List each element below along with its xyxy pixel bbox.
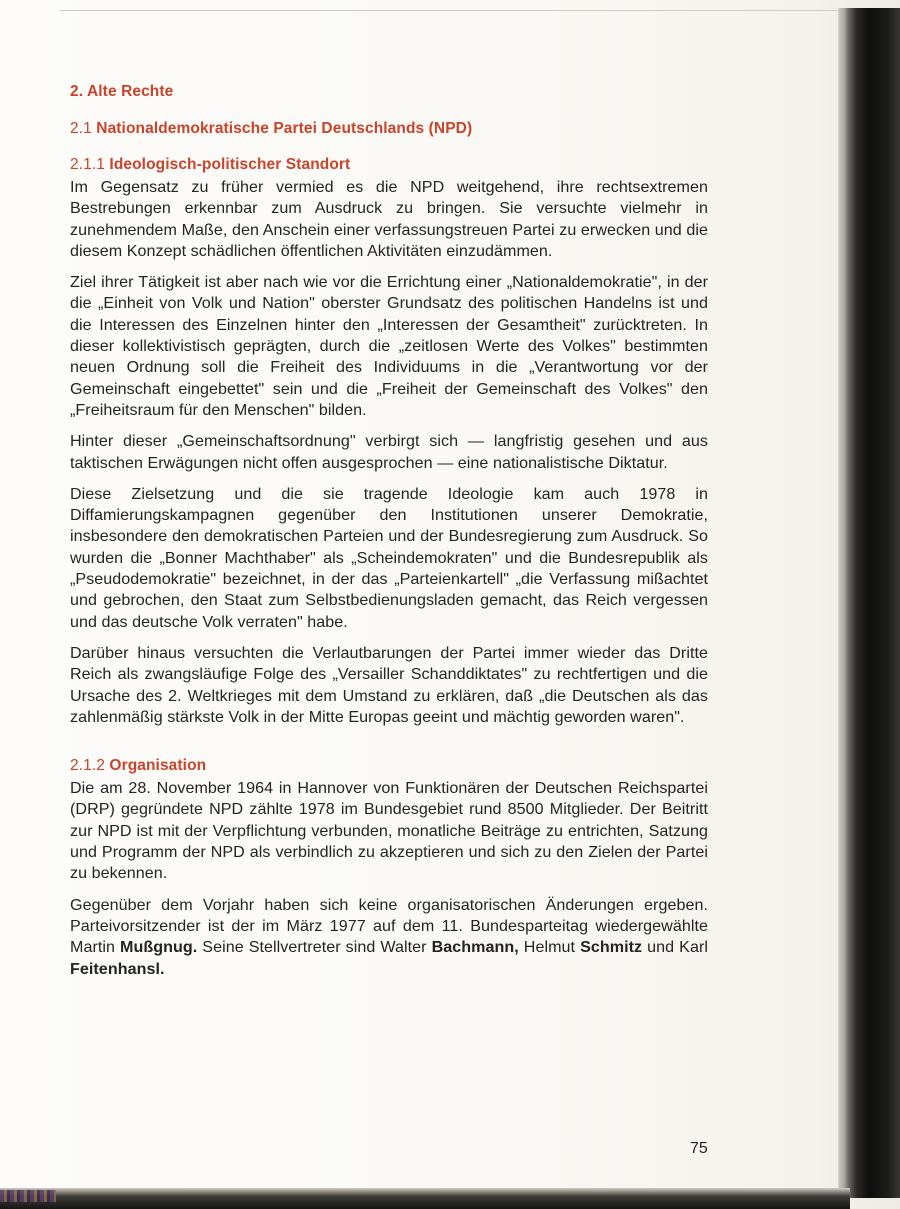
text-run: Helmut <box>518 938 581 957</box>
subsection-heading <box>70 119 708 139</box>
subsubsection-heading-standort <box>70 155 708 175</box>
text-run: und Karl <box>642 938 708 957</box>
scan-corner-mark <box>0 1190 56 1202</box>
paragraph-with-names <box>70 895 708 980</box>
page-content <box>70 82 708 990</box>
subsubsection-number: 2.1.1 <box>70 156 105 173</box>
top-rule <box>60 10 840 11</box>
section-number: 2. <box>70 83 84 100</box>
subsubsection-number: 2.1.2 <box>70 757 105 775</box>
text-run: Gegenüber dem Vorjahr haben sich keine organisatorischen Änderungen ergeben. Parteivorsitzender ist der im März 1977 auf dem 11. Bundesparteitag wiedergewählte Martin <box>70 895 708 957</box>
paragraph: Diese Zielsetzung und die sie tragende Ideologie kam auch 1978 in Diffamierungskampagnen gegenüber den Institutionen unserer Demokratie, insbesondere den demokratischen Parteien und der Bundesregierung zum Ausdruck. So wurden die „Bonner Machthaber" als „Scheindemokraten" und die Bundesrepublik als „Pseudodemokratie" bezeichnet, in der das „Parteienkartell" „die Verfassung mißachtet und gebrochen, den Staat zum Selbstbedienungsladen gemacht, das Reich vergessen und das deutsche Volk verraten" habe. <box>70 484 708 631</box>
person-name: Mußgnug. <box>120 938 198 957</box>
paragraph: Darüber hinaus versuchten die Verlautbarungen der Partei immer wieder das Dritte Reich als zwangsläufige Folge des „Versailler Schanddiktates" zu rechtfertigen und die Ursache des 2. Weltkrieges mit dem Umstand zu erklären, daß „die Deutschen als das zahlenmäßig stärkste Volk in der Mitte Europas geeint und mächtig geworden waren". <box>70 643 708 726</box>
paragraph: Im Gegensatz zu früher vermied es die NPD weitgehend, ihre rechtsextremen Bestrebungen erkennbar zum Ausdruck zu bringen. Sie versuchte vielmehr in zunehmendem Maße, den Anschein einer verfassungstreuen Partei zu erwecken und die diesem Konzept schädlichen öffentlichen Aktivitäten einzudämmen. <box>70 178 708 260</box>
person-name: Feitenhansl. <box>70 959 165 978</box>
person-name: Schmitz <box>580 938 643 957</box>
section-heading <box>70 82 708 102</box>
text-run: Seine Stellvertreter sind Walter <box>197 938 432 957</box>
page-bottom-edge <box>0 1188 850 1209</box>
subsection-title: Nationaldemokratische Partei Deutschlands (NPD) <box>96 120 473 137</box>
subsection-number: 2.1 <box>70 120 92 137</box>
paragraph: Die am 28. November 1964 in Hannover von Funktionären der Deutschen Reichspartei (DRP) gegründete NPD zählte 1978 im Bundesgebiet rund 8500 Mitglieder. Der Beitritt zur NPD ist mit der Verpflichtung verbunden, monatliche Beiträge zu entrichten, Satzung und Programm der NPD als verbindlich zu akzeptieren und sich zu den Zielen der Partei zu bekennen. <box>70 779 708 883</box>
paragraph: Ziel ihrer Tätigkeit ist aber nach wie vor die Errichtung einer „Nationaldemokratie", in der die „Einheit von Volk und Nation" oberster Grundsatz des politischen Handelns ist und die Interessen des Einzelnen hinter den „Interessen der Gesamtheit" zurücktreten. In dieser kollektivistisch geprägten, durch die „zeitlosen Werte des Volkes" bestimmten neuen Ordnung soll die Freiheit des Individuums in die „Verantwortung vor der Gemeinschaft eingebettet" sein und die „Freiheit der Gemeinschaft des Volkes" den „Freiheitsraum für den Menschen" bilden. <box>70 273 708 419</box>
paragraph: Hinter dieser „Gemeinschaftsordnung" verbirgt sich — langfristig gesehen und aus taktischen Erwägungen nicht offen ausgesprochen — eine nationalistische Diktatur. <box>70 432 708 472</box>
subsubsection-title: Ideologisch-politischer Standort <box>109 156 351 173</box>
person-name: Bachmann, <box>431 938 519 957</box>
subsubsection-title: Organisation <box>109 757 207 775</box>
binding-highlight <box>838 8 848 1198</box>
section-title: Alte Rechte <box>86 83 174 100</box>
page-number: 75 <box>690 1140 708 1157</box>
subsubsection-heading-organisation <box>70 756 708 776</box>
